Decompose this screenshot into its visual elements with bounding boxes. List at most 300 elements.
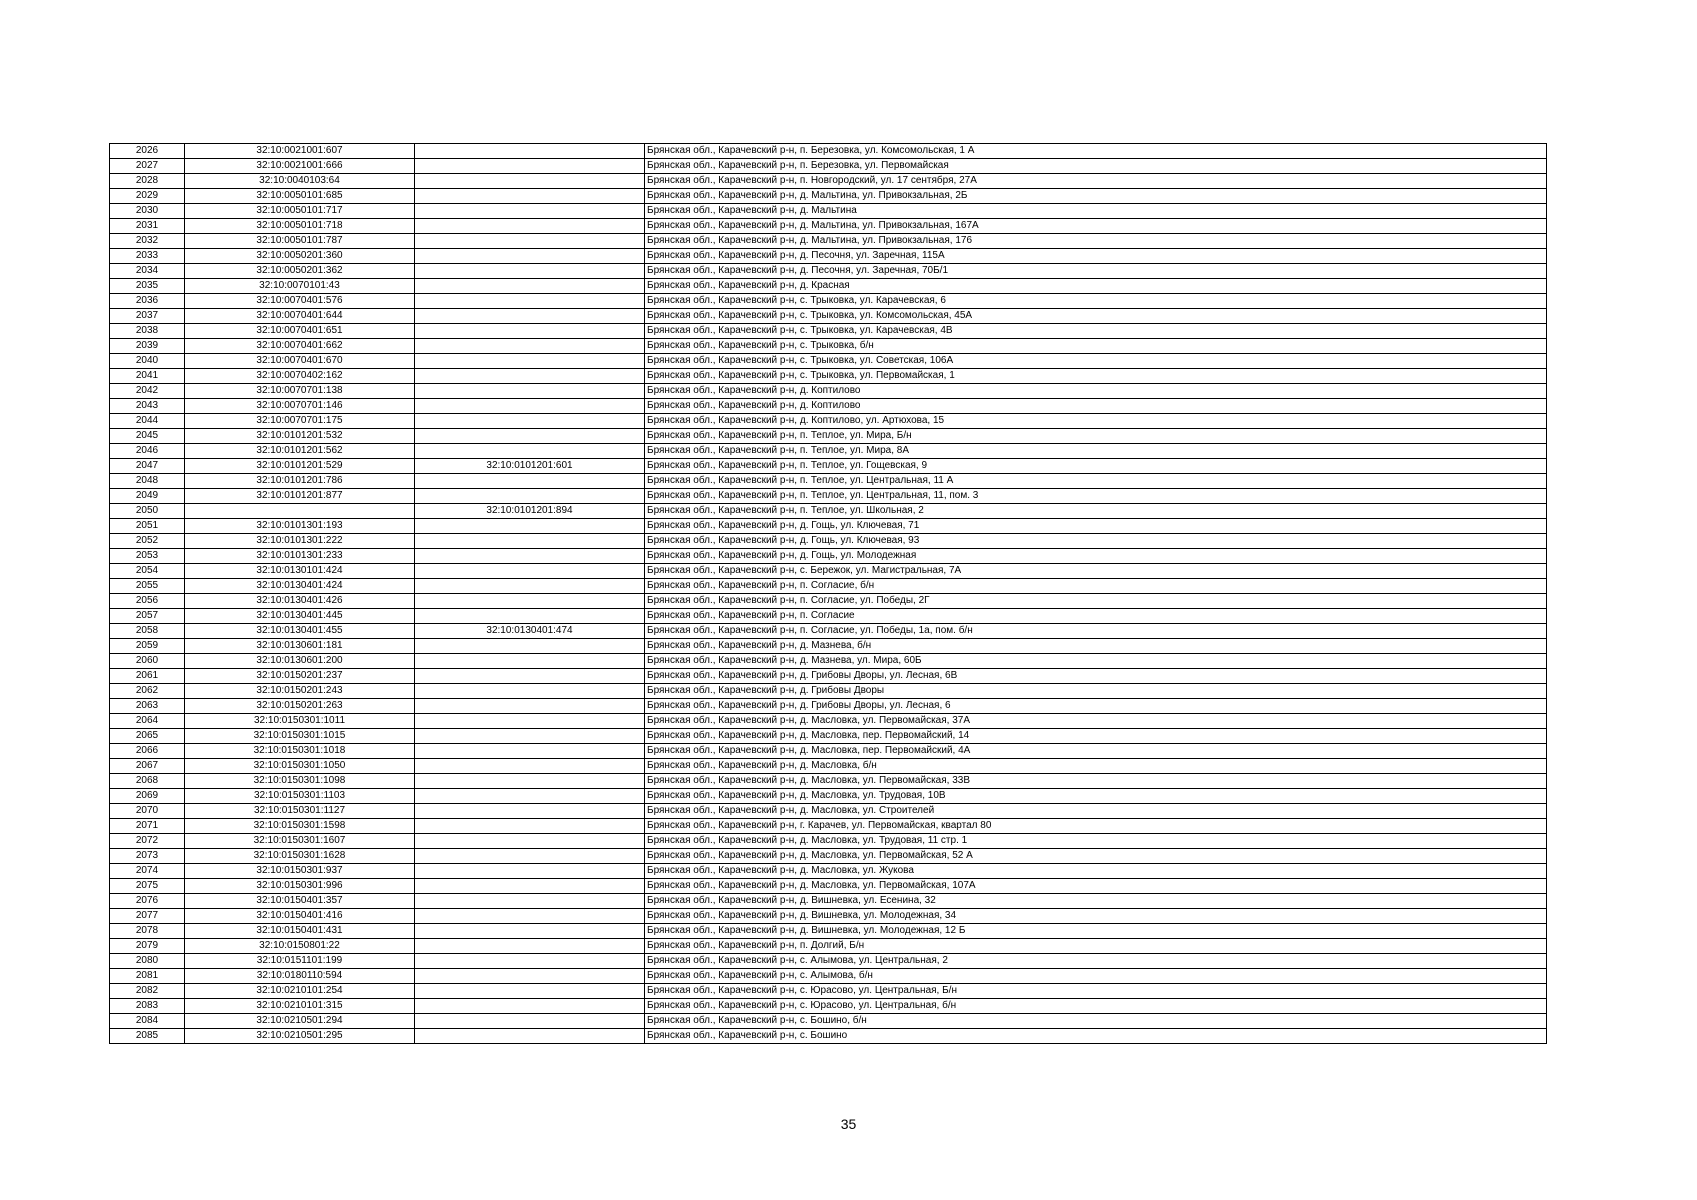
row-number-cell: 2053 — [110, 549, 185, 564]
address-cell: Брянская обл., Карачевский р-н, с. Бошино, б/н — [645, 1014, 1547, 1029]
related-cadastral-number-cell — [415, 939, 645, 954]
related-cadastral-number-cell — [415, 354, 645, 369]
related-cadastral-number-cell — [415, 969, 645, 984]
row-number-cell: 2081 — [110, 969, 185, 984]
row-number-cell: 2056 — [110, 594, 185, 609]
row-number-cell: 2039 — [110, 339, 185, 354]
cadastral-number-cell: 32:10:0070701:138 — [185, 384, 415, 399]
row-number-cell: 2057 — [110, 609, 185, 624]
row-number-cell: 2052 — [110, 534, 185, 549]
address-cell: Брянская обл., Карачевский р-н, п. Теплое, ул. Школьная, 2 — [645, 504, 1547, 519]
address-cell: Брянская обл., Карачевский р-н, д. Коптилово — [645, 384, 1547, 399]
address-cell: Брянская обл., Карачевский р-н, д. Масловка, пер. Первомайский, 14 — [645, 729, 1547, 744]
address-cell: Брянская обл., Карачевский р-н, д. Коптилово, ул. Артюхова, 15 — [645, 414, 1547, 429]
row-number-cell: 2042 — [110, 384, 185, 399]
related-cadastral-number-cell — [415, 684, 645, 699]
row-number-cell: 2085 — [110, 1029, 185, 1044]
table-row — [110, 819, 1547, 834]
cadastral-number-cell: 32:10:0210101:254 — [185, 984, 415, 999]
address-cell: Брянская обл., Карачевский р-н, д. Масловка, ул. Первомайская, 37А — [645, 714, 1547, 729]
row-number-cell: 2050 — [110, 504, 185, 519]
cadastral-number-cell: 32:10:0101301:222 — [185, 534, 415, 549]
address-cell: Брянская обл., Карачевский р-н, д. Грибовы Дворы, ул. Лесная, 6 — [645, 699, 1547, 714]
table-row — [110, 504, 1547, 519]
address-cell: Брянская обл., Карачевский р-н, д. Масловка, ул. Жукова — [645, 864, 1547, 879]
related-cadastral-number-cell — [415, 639, 645, 654]
address-cell: Брянская обл., Карачевский р-н, д. Мальтина, ул. Привокзальная, 176 — [645, 234, 1547, 249]
row-number-cell: 2069 — [110, 789, 185, 804]
related-cadastral-number-cell — [415, 924, 645, 939]
related-cadastral-number-cell: 32:10:0101201:601 — [415, 459, 645, 474]
row-number-cell: 2031 — [110, 219, 185, 234]
cadastral-number-cell: 32:10:0050201:362 — [185, 264, 415, 279]
table-row — [110, 789, 1547, 804]
table-row — [110, 744, 1547, 759]
cadastral-number-cell: 32:10:0150301:1098 — [185, 774, 415, 789]
address-cell: Брянская обл., Карачевский р-н, д. Масловка, пер. Первомайский, 4А — [645, 744, 1547, 759]
row-number-cell: 2074 — [110, 864, 185, 879]
row-number-cell: 2049 — [110, 489, 185, 504]
table-row — [110, 354, 1547, 369]
cadastral-number-cell: 32:10:0150201:263 — [185, 699, 415, 714]
cadastral-number-cell: 32:10:0150301:1018 — [185, 744, 415, 759]
table-row — [110, 924, 1547, 939]
related-cadastral-number-cell — [415, 264, 645, 279]
row-number-cell: 2041 — [110, 369, 185, 384]
row-number-cell: 2030 — [110, 204, 185, 219]
row-number-cell: 2040 — [110, 354, 185, 369]
table-row — [110, 519, 1547, 534]
table-row — [110, 309, 1547, 324]
table-row — [110, 804, 1547, 819]
address-cell: Брянская обл., Карачевский р-н, д. Вишневка, ул. Есенина, 32 — [645, 894, 1547, 909]
related-cadastral-number-cell — [415, 984, 645, 999]
table-row — [110, 999, 1547, 1014]
table-row — [110, 939, 1547, 954]
row-number-cell: 2061 — [110, 669, 185, 684]
address-cell: Брянская обл., Карачевский р-н, с. Алымова, б/н — [645, 969, 1547, 984]
table-row — [110, 294, 1547, 309]
table-row — [110, 564, 1547, 579]
table-row — [110, 1014, 1547, 1029]
address-cell: Брянская обл., Карачевский р-н, п. Теплое, ул. Мира, Б/н — [645, 429, 1547, 444]
table-row — [110, 414, 1547, 429]
row-number-cell: 2043 — [110, 399, 185, 414]
table-row — [110, 879, 1547, 894]
row-number-cell: 2028 — [110, 174, 185, 189]
address-cell: Брянская обл., Карачевский р-н, п. Теплое, ул. Гощевская, 9 — [645, 459, 1547, 474]
related-cadastral-number-cell — [415, 849, 645, 864]
address-cell: Брянская обл., Карачевский р-н, с. Бошино — [645, 1029, 1547, 1044]
row-number-cell: 2073 — [110, 849, 185, 864]
table-row — [110, 624, 1547, 639]
table-row — [110, 339, 1547, 354]
address-cell: Брянская обл., Карачевский р-н, д. Песочня, ул. Заречная, 115А — [645, 249, 1547, 264]
cadastral-number-cell — [185, 504, 415, 519]
address-cell: Брянская обл., Карачевский р-н, д. Масловка, ул. Трудовая, 10В — [645, 789, 1547, 804]
address-cell: Брянская обл., Карачевский р-н, с. Алымова, ул. Центральная, 2 — [645, 954, 1547, 969]
related-cadastral-number-cell — [415, 564, 645, 579]
cadastral-number-cell: 32:10:0070701:146 — [185, 399, 415, 414]
address-cell: Брянская обл., Карачевский р-н, д. Масловка, б/н — [645, 759, 1547, 774]
related-cadastral-number-cell — [415, 579, 645, 594]
related-cadastral-number-cell — [415, 714, 645, 729]
related-cadastral-number-cell — [415, 339, 645, 354]
related-cadastral-number-cell — [415, 369, 645, 384]
row-number-cell: 2083 — [110, 999, 185, 1014]
cadastral-number-cell: 32:10:0150401:357 — [185, 894, 415, 909]
row-number-cell: 2067 — [110, 759, 185, 774]
address-cell: Брянская обл., Карачевский р-н, п. Согласие, ул. Победы, 1а, пом. б/н — [645, 624, 1547, 639]
table-row — [110, 369, 1547, 384]
cadastral-number-cell: 32:10:0070401:651 — [185, 324, 415, 339]
address-cell: Брянская обл., Карачевский р-н, д. Красная — [645, 279, 1547, 294]
address-cell: Брянская обл., Карачевский р-н, д. Мазнева, ул. Мира, 60Б — [645, 654, 1547, 669]
table-row — [110, 714, 1547, 729]
cadastral-number-cell: 32:10:0070401:662 — [185, 339, 415, 354]
row-number-cell: 2026 — [110, 144, 185, 159]
related-cadastral-number-cell — [415, 834, 645, 849]
related-cadastral-number-cell — [415, 744, 645, 759]
row-number-cell: 2055 — [110, 579, 185, 594]
cadastral-number-cell: 32:10:0050201:360 — [185, 249, 415, 264]
address-cell: Брянская обл., Карачевский р-н, д. Гощь, ул. Ключевая, 71 — [645, 519, 1547, 534]
row-number-cell: 2051 — [110, 519, 185, 534]
address-cell: Брянская обл., Карачевский р-н, д. Грибовы Дворы — [645, 684, 1547, 699]
related-cadastral-number-cell — [415, 309, 645, 324]
table-row — [110, 474, 1547, 489]
address-cell: Брянская обл., Карачевский р-н, с. Трыковка, ул. Карачевская, 4В — [645, 324, 1547, 339]
row-number-cell: 2084 — [110, 1014, 185, 1029]
address-cell: Брянская обл., Карачевский р-н, д. Грибовы Дворы, ул. Лесная, 6В — [645, 669, 1547, 684]
address-cell: Брянская обл., Карачевский р-н, с. Бережок, ул. Магистральная, 7А — [645, 564, 1547, 579]
cadastral-number-cell: 32:10:0101201:532 — [185, 429, 415, 444]
address-cell: Брянская обл., Карачевский р-н, п. Согласие, б/н — [645, 579, 1547, 594]
related-cadastral-number-cell — [415, 414, 645, 429]
cadastral-number-cell: 32:10:0130401:445 — [185, 609, 415, 624]
cadastral-number-cell: 32:10:0150301:1127 — [185, 804, 415, 819]
row-number-cell: 2033 — [110, 249, 185, 264]
address-cell: Брянская обл., Карачевский р-н, п. Долгий, Б/н — [645, 939, 1547, 954]
cadastral-number-cell: 32:10:0101201:529 — [185, 459, 415, 474]
related-cadastral-number-cell — [415, 594, 645, 609]
row-number-cell: 2077 — [110, 909, 185, 924]
table-row — [110, 159, 1547, 174]
related-cadastral-number-cell — [415, 789, 645, 804]
related-cadastral-number-cell — [415, 474, 645, 489]
row-number-cell: 2047 — [110, 459, 185, 474]
cadastral-number-cell: 32:10:0150301:937 — [185, 864, 415, 879]
table-row — [110, 954, 1547, 969]
cadastral-number-cell: 32:10:0101201:786 — [185, 474, 415, 489]
table-row — [110, 849, 1547, 864]
table-row — [110, 864, 1547, 879]
address-cell: Брянская обл., Карачевский р-н, д. Масловка, ул. Трудовая, 11 стр. 1 — [645, 834, 1547, 849]
row-number-cell: 2048 — [110, 474, 185, 489]
cadastral-number-cell: 32:10:0021001:666 — [185, 159, 415, 174]
row-number-cell: 2060 — [110, 654, 185, 669]
row-number-cell: 2064 — [110, 714, 185, 729]
table-row — [110, 534, 1547, 549]
related-cadastral-number-cell — [415, 894, 645, 909]
table-row — [110, 639, 1547, 654]
cadastral-number-cell: 32:10:0150301:1607 — [185, 834, 415, 849]
cadastral-number-cell: 32:10:0130401:455 — [185, 624, 415, 639]
address-cell: Брянская обл., Карачевский р-н, п. Березовка, ул. Комсомольская, 1 А — [645, 144, 1547, 159]
table-row — [110, 774, 1547, 789]
cadastral-number-cell: 32:10:0040103:64 — [185, 174, 415, 189]
table-row — [110, 324, 1547, 339]
cadastral-number-cell: 32:10:0021001:607 — [185, 144, 415, 159]
table-row — [110, 594, 1547, 609]
related-cadastral-number-cell — [415, 999, 645, 1014]
row-number-cell: 2045 — [110, 429, 185, 444]
cadastral-number-cell: 32:10:0130401:426 — [185, 594, 415, 609]
property-registry-table — [109, 143, 1547, 1044]
address-cell: Брянская обл., Карачевский р-н, п. Новгородский, ул. 17 сентября, 27А — [645, 174, 1547, 189]
address-cell: Брянская обл., Карачевский р-н, г. Карачев, ул. Первомайская, квартал 80 — [645, 819, 1547, 834]
related-cadastral-number-cell — [415, 954, 645, 969]
cadastral-number-cell: 32:10:0150201:243 — [185, 684, 415, 699]
address-cell: Брянская обл., Карачевский р-н, д. Мазнева, б/н — [645, 639, 1547, 654]
related-cadastral-number-cell — [415, 204, 645, 219]
cadastral-number-cell: 32:10:0101301:233 — [185, 549, 415, 564]
address-cell: Брянская обл., Карачевский р-н, д. Масловка, ул. Первомайская, 107А — [645, 879, 1547, 894]
row-number-cell: 2078 — [110, 924, 185, 939]
address-cell: Брянская обл., Карачевский р-н, д. Коптилово — [645, 399, 1547, 414]
cadastral-number-cell: 32:10:0070701:175 — [185, 414, 415, 429]
table-row — [110, 234, 1547, 249]
table-row — [110, 459, 1547, 474]
address-cell: Брянская обл., Карачевский р-н, д. Масловка, ул. Строителей — [645, 804, 1547, 819]
table-row — [110, 444, 1547, 459]
cadastral-number-cell: 32:10:0210501:295 — [185, 1029, 415, 1044]
row-number-cell: 2029 — [110, 189, 185, 204]
row-number-cell: 2082 — [110, 984, 185, 999]
address-cell: Брянская обл., Карачевский р-н, п. Теплое, ул. Центральная, 11, пом. 3 — [645, 489, 1547, 504]
cadastral-number-cell: 32:10:0150301:1015 — [185, 729, 415, 744]
related-cadastral-number-cell: 32:10:0130401:474 — [415, 624, 645, 639]
address-cell: Брянская обл., Карачевский р-н, д. Песочня, ул. Заречная, 70Б/1 — [645, 264, 1547, 279]
cadastral-number-cell: 32:10:0070401:576 — [185, 294, 415, 309]
address-cell: Брянская обл., Карачевский р-н, п. Согласие, ул. Победы, 2Г — [645, 594, 1547, 609]
related-cadastral-number-cell — [415, 234, 645, 249]
cadastral-number-cell: 32:10:0101301:193 — [185, 519, 415, 534]
cadastral-number-cell: 32:10:0151101:199 — [185, 954, 415, 969]
related-cadastral-number-cell — [415, 699, 645, 714]
row-number-cell: 2080 — [110, 954, 185, 969]
related-cadastral-number-cell — [415, 534, 645, 549]
address-cell: Брянская обл., Карачевский р-н, д. Гощь, ул. Молодежная — [645, 549, 1547, 564]
table-row — [110, 384, 1547, 399]
related-cadastral-number-cell — [415, 804, 645, 819]
cadastral-number-cell: 32:10:0050101:787 — [185, 234, 415, 249]
address-cell: Брянская обл., Карачевский р-н, д. Мальтина, ул. Привокзальная, 2Б — [645, 189, 1547, 204]
cadastral-number-cell: 32:10:0150301:996 — [185, 879, 415, 894]
related-cadastral-number-cell — [415, 519, 645, 534]
row-number-cell: 2037 — [110, 309, 185, 324]
cadastral-number-cell: 32:10:0130401:424 — [185, 579, 415, 594]
table-row — [110, 894, 1547, 909]
cadastral-number-cell: 32:10:0070401:670 — [185, 354, 415, 369]
cadastral-number-cell: 32:10:0050101:718 — [185, 219, 415, 234]
address-cell: Брянская обл., Карачевский р-н, д. Масловка, ул. Первомайская, 52 А — [645, 849, 1547, 864]
related-cadastral-number-cell — [415, 144, 645, 159]
cadastral-number-cell: 32:10:0070402:162 — [185, 369, 415, 384]
cadastral-number-cell: 32:10:0150301:1598 — [185, 819, 415, 834]
related-cadastral-number-cell — [415, 774, 645, 789]
related-cadastral-number-cell — [415, 669, 645, 684]
related-cadastral-number-cell — [415, 609, 645, 624]
row-number-cell: 2070 — [110, 804, 185, 819]
cadastral-number-cell: 32:10:0070101:43 — [185, 279, 415, 294]
related-cadastral-number-cell — [415, 159, 645, 174]
cadastral-number-cell: 32:10:0050101:685 — [185, 189, 415, 204]
table-row — [110, 1029, 1547, 1044]
row-number-cell: 2079 — [110, 939, 185, 954]
table-row — [110, 489, 1547, 504]
related-cadastral-number-cell — [415, 654, 645, 669]
table-row — [110, 909, 1547, 924]
related-cadastral-number-cell — [415, 909, 645, 924]
cadastral-number-cell: 32:10:0210501:294 — [185, 1014, 415, 1029]
address-cell: Брянская обл., Карачевский р-н, с. Трыковка, ул. Первомайская, 1 — [645, 369, 1547, 384]
cadastral-number-cell: 32:10:0150301:1628 — [185, 849, 415, 864]
table-row — [110, 549, 1547, 564]
table-row — [110, 264, 1547, 279]
related-cadastral-number-cell — [415, 324, 645, 339]
related-cadastral-number-cell: 32:10:0101201:894 — [415, 504, 645, 519]
table-row — [110, 219, 1547, 234]
cadastral-number-cell: 32:10:0210101:315 — [185, 999, 415, 1014]
cadastral-number-cell: 32:10:0130601:200 — [185, 654, 415, 669]
cadastral-number-cell: 32:10:0150301:1011 — [185, 714, 415, 729]
table-row — [110, 174, 1547, 189]
address-cell: Брянская обл., Карачевский р-н, д. Мальтина — [645, 204, 1547, 219]
address-cell: Брянская обл., Карачевский р-н, п. Теплое, ул. Центральная, 11 А — [645, 474, 1547, 489]
cadastral-number-cell: 32:10:0180110:594 — [185, 969, 415, 984]
table-row — [110, 699, 1547, 714]
address-cell: Брянская обл., Карачевский р-н, с. Юрасово, ул. Центральная, б/н — [645, 999, 1547, 1014]
table-row — [110, 969, 1547, 984]
related-cadastral-number-cell — [415, 384, 645, 399]
address-cell: Брянская обл., Карачевский р-н, п. Березовка, ул. Первомайская — [645, 159, 1547, 174]
cadastral-number-cell: 32:10:0150401:416 — [185, 909, 415, 924]
row-number-cell: 2076 — [110, 894, 185, 909]
cadastral-number-cell: 32:10:0150201:237 — [185, 669, 415, 684]
related-cadastral-number-cell — [415, 429, 645, 444]
cadastral-number-cell: 32:10:0150301:1050 — [185, 759, 415, 774]
related-cadastral-number-cell — [415, 189, 645, 204]
related-cadastral-number-cell — [415, 759, 645, 774]
related-cadastral-number-cell — [415, 1029, 645, 1044]
table-row — [110, 759, 1547, 774]
row-number-cell: 2038 — [110, 324, 185, 339]
row-number-cell: 2063 — [110, 699, 185, 714]
table-row — [110, 189, 1547, 204]
table-row — [110, 684, 1547, 699]
address-cell: Брянская обл., Карачевский р-н, с. Трыковка, ул. Комсомольская, 45А — [645, 309, 1547, 324]
related-cadastral-number-cell — [415, 219, 645, 234]
related-cadastral-number-cell — [415, 444, 645, 459]
cadastral-number-cell: 32:10:0150801:22 — [185, 939, 415, 954]
address-cell: Брянская обл., Карачевский р-н, д. Мальтина, ул. Привокзальная, 167А — [645, 219, 1547, 234]
related-cadastral-number-cell — [415, 294, 645, 309]
table-row — [110, 204, 1547, 219]
row-number-cell: 2071 — [110, 819, 185, 834]
table-row — [110, 834, 1547, 849]
address-cell: Брянская обл., Карачевский р-н, с. Трыковка, ул. Советская, 106А — [645, 354, 1547, 369]
cadastral-number-cell: 32:10:0070401:644 — [185, 309, 415, 324]
cadastral-number-cell: 32:10:0101201:877 — [185, 489, 415, 504]
cadastral-number-cell: 32:10:0050101:717 — [185, 204, 415, 219]
row-number-cell: 2066 — [110, 744, 185, 759]
address-cell: Брянская обл., Карачевский р-н, д. Вишневка, ул. Молодежная, 12 Б — [645, 924, 1547, 939]
table-row — [110, 249, 1547, 264]
related-cadastral-number-cell — [415, 174, 645, 189]
row-number-cell: 2068 — [110, 774, 185, 789]
related-cadastral-number-cell — [415, 549, 645, 564]
table-row — [110, 654, 1547, 669]
related-cadastral-number-cell — [415, 399, 645, 414]
row-number-cell: 2035 — [110, 279, 185, 294]
table-row — [110, 984, 1547, 999]
row-number-cell: 2034 — [110, 264, 185, 279]
related-cadastral-number-cell — [415, 1014, 645, 1029]
row-number-cell: 2046 — [110, 444, 185, 459]
table-row — [110, 579, 1547, 594]
table-row — [110, 144, 1547, 159]
table-row — [110, 729, 1547, 744]
related-cadastral-number-cell — [415, 864, 645, 879]
cadastral-number-cell: 32:10:0130101:424 — [185, 564, 415, 579]
address-cell: Брянская обл., Карачевский р-н, д. Гощь, ул. Ключевая, 93 — [645, 534, 1547, 549]
cadastral-number-cell: 32:10:0101201:562 — [185, 444, 415, 459]
table-row — [110, 279, 1547, 294]
address-cell: Брянская обл., Карачевский р-н, с. Трыковка, ул. Карачевская, 6 — [645, 294, 1547, 309]
row-number-cell: 2058 — [110, 624, 185, 639]
row-number-cell: 2075 — [110, 879, 185, 894]
table-row — [110, 669, 1547, 684]
row-number-cell: 2036 — [110, 294, 185, 309]
related-cadastral-number-cell — [415, 279, 645, 294]
related-cadastral-number-cell — [415, 879, 645, 894]
row-number-cell: 2059 — [110, 639, 185, 654]
table-row — [110, 609, 1547, 624]
row-number-cell: 2072 — [110, 834, 185, 849]
related-cadastral-number-cell — [415, 729, 645, 744]
address-cell: Брянская обл., Карачевский р-н, п. Теплое, ул. Мира, 8А — [645, 444, 1547, 459]
row-number-cell: 2062 — [110, 684, 185, 699]
related-cadastral-number-cell — [415, 489, 645, 504]
row-number-cell: 2032 — [110, 234, 185, 249]
cadastral-number-cell: 32:10:0150301:1103 — [185, 789, 415, 804]
row-number-cell: 2044 — [110, 414, 185, 429]
registry-table-body — [110, 144, 1547, 1044]
row-number-cell: 2054 — [110, 564, 185, 579]
table-row — [110, 429, 1547, 444]
related-cadastral-number-cell — [415, 819, 645, 834]
page-number: 35 — [840, 1116, 857, 1132]
cadastral-number-cell: 32:10:0130601:181 — [185, 639, 415, 654]
cadastral-number-cell: 32:10:0150401:431 — [185, 924, 415, 939]
row-number-cell: 2065 — [110, 729, 185, 744]
address-cell: Брянская обл., Карачевский р-н, с. Юрасово, ул. Центральная, Б/н — [645, 984, 1547, 999]
row-number-cell: 2027 — [110, 159, 185, 174]
address-cell: Брянская обл., Карачевский р-н, д. Масловка, ул. Первомайская, 33В — [645, 774, 1547, 789]
address-cell: Брянская обл., Карачевский р-н, д. Вишневка, ул. Молодежная, 34 — [645, 909, 1547, 924]
address-cell: Брянская обл., Карачевский р-н, п. Согласие — [645, 609, 1547, 624]
